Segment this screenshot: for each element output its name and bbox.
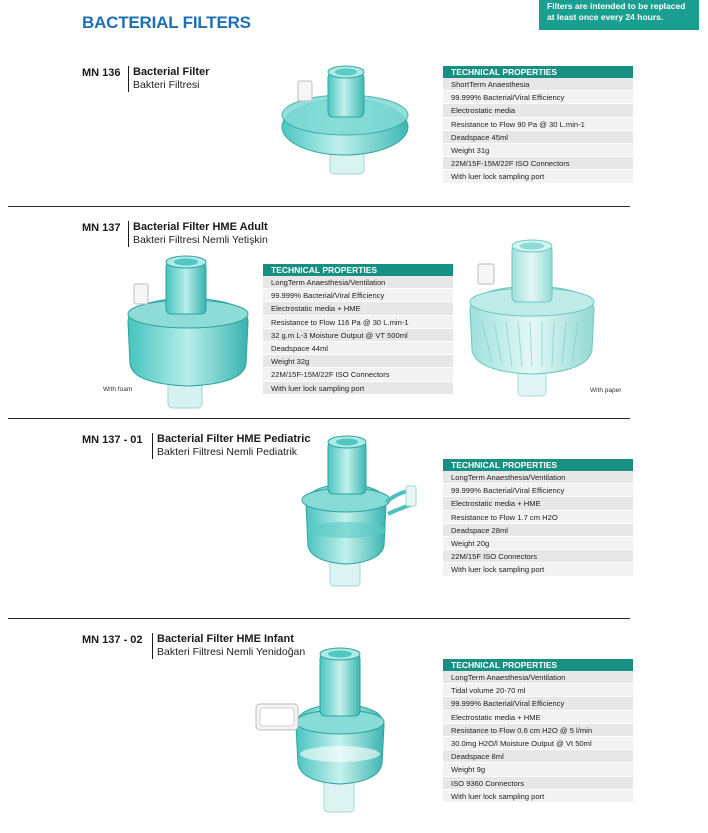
property-row: Weight 31g bbox=[443, 144, 633, 157]
property-row: With luer lock sampling port bbox=[443, 563, 633, 576]
product-code: MN 136 bbox=[82, 67, 121, 79]
property-row: 22M/15F-15M/22F ISO Connectors bbox=[443, 157, 633, 170]
property-row: With luer lock sampling port bbox=[443, 170, 633, 183]
property-row: 99.999% Bacterial/Viral Efficiency bbox=[263, 289, 453, 302]
property-row: Electrostatic media + HME bbox=[443, 711, 633, 724]
property-row: Resistance to Flow 116 Pa @ 30 L.min-1 bbox=[263, 316, 453, 329]
product-name-en: Bacterial Filter HME Adult bbox=[133, 221, 268, 233]
property-row: 99.999% Bacterial/Viral Efficiency bbox=[443, 91, 633, 104]
property-row: 32 g.m L-3 Moisture Output @ VT 500ml bbox=[263, 329, 453, 342]
hme-adult-foam-image bbox=[118, 252, 258, 412]
bacterial-filter-image bbox=[280, 55, 410, 177]
section-divider bbox=[8, 618, 630, 619]
product-name-tr: Bakteri Filtresi Nemli Yenidoğan bbox=[157, 646, 306, 658]
section-divider bbox=[8, 206, 630, 207]
tech-table-header: TECHNICAL PROPERTIES bbox=[263, 264, 453, 276]
product-name-tr: Bakteri Filtresi Nemli Yetişkin bbox=[133, 234, 268, 246]
property-row: With luer lock sampling port bbox=[443, 790, 633, 803]
tech-table-header: TECHNICAL PROPERTIES bbox=[443, 659, 633, 671]
property-row: 22M/15F-15M/22F ISO Connectors bbox=[263, 368, 453, 381]
page-title: BACTERIAL FILTERS bbox=[82, 13, 251, 32]
product-names bbox=[152, 433, 310, 459]
property-row: 30.0mg H2O/l Moisture Output @ Vt 50ml bbox=[443, 737, 633, 750]
product-name-en: Bacterial Filter HME Infant bbox=[157, 633, 294, 645]
property-row: Deadspace 44ml bbox=[263, 342, 453, 355]
tech-table-mn137 bbox=[263, 264, 453, 395]
property-row: Resistance to Flow 90 Pa @ 30 L.min-1 bbox=[443, 118, 633, 131]
property-row: ISO 9360 Connectors bbox=[443, 777, 633, 790]
tech-table-mn136 bbox=[443, 66, 633, 184]
property-row: 22M/15F ISO Connectors bbox=[443, 550, 633, 563]
product-names bbox=[128, 221, 268, 247]
product-names bbox=[128, 66, 209, 92]
product-name-en: Bacterial Filter bbox=[133, 66, 210, 78]
section-divider bbox=[8, 418, 630, 419]
property-row: Deadspace 45ml bbox=[443, 131, 633, 144]
property-row: Weight 9g bbox=[443, 763, 633, 776]
property-row: LongTerm Anaesthesia/Ventilation bbox=[443, 471, 633, 484]
property-row: LongTerm Anaesthesia/Ventilation bbox=[263, 276, 453, 289]
property-row: Tidal volume 20-70 ml bbox=[443, 684, 633, 697]
caption-with-foam: With foam bbox=[103, 386, 133, 393]
property-row: 99.999% Bacterial/Viral Efficiency bbox=[443, 484, 633, 497]
property-row: LongTerm Anaesthesia/Ventilation bbox=[443, 671, 633, 684]
hme-pediatric-image bbox=[292, 434, 432, 594]
property-row: Electrostatic media + HME bbox=[443, 497, 633, 510]
product-name-en: Bacterial Filter HME Pediatric bbox=[157, 433, 311, 445]
hme-adult-paper-image bbox=[462, 238, 602, 400]
property-row: Weight 20g bbox=[443, 537, 633, 550]
property-row: ShortTerm Anaesthesia bbox=[443, 78, 633, 91]
replacement-notice: Filters are intended to be replaced at least once every 24 hours. bbox=[539, 0, 699, 30]
property-row: 99.999% Bacterial/Viral Efficiency bbox=[443, 697, 633, 710]
property-row: With luer lock sampling port bbox=[263, 382, 453, 395]
property-row: Resistance to Flow 0.6 cm H2O @ 5 l/min bbox=[443, 724, 633, 737]
tech-table-mn137-01 bbox=[443, 459, 633, 577]
product-code: MN 137 bbox=[82, 222, 121, 234]
property-row: Deadspace 8ml bbox=[443, 750, 633, 763]
caption-with-paper: With paper bbox=[590, 387, 622, 394]
property-row: Weight 32g bbox=[263, 355, 453, 368]
product-code: MN 137 - 02 bbox=[82, 634, 143, 646]
tech-table-mn137-02 bbox=[443, 659, 633, 803]
property-row: Deadspace 28ml bbox=[443, 524, 633, 537]
property-row: Electrostatic media bbox=[443, 104, 633, 117]
product-code: MN 137 - 01 bbox=[82, 434, 143, 446]
property-row: Resistance to Flow 1.7 cm H2O bbox=[443, 511, 633, 524]
tech-table-header: TECHNICAL PROPERTIES bbox=[443, 66, 633, 78]
tech-table-header: TECHNICAL PROPERTIES bbox=[443, 459, 633, 471]
hme-infant-image bbox=[250, 640, 400, 816]
property-row: Electrostatic media + HME bbox=[263, 302, 453, 315]
product-name-tr: Bakteri Filtresi Nemli Pediatrik bbox=[157, 446, 298, 458]
product-name-tr: Bakteri Filtresi bbox=[133, 79, 200, 91]
